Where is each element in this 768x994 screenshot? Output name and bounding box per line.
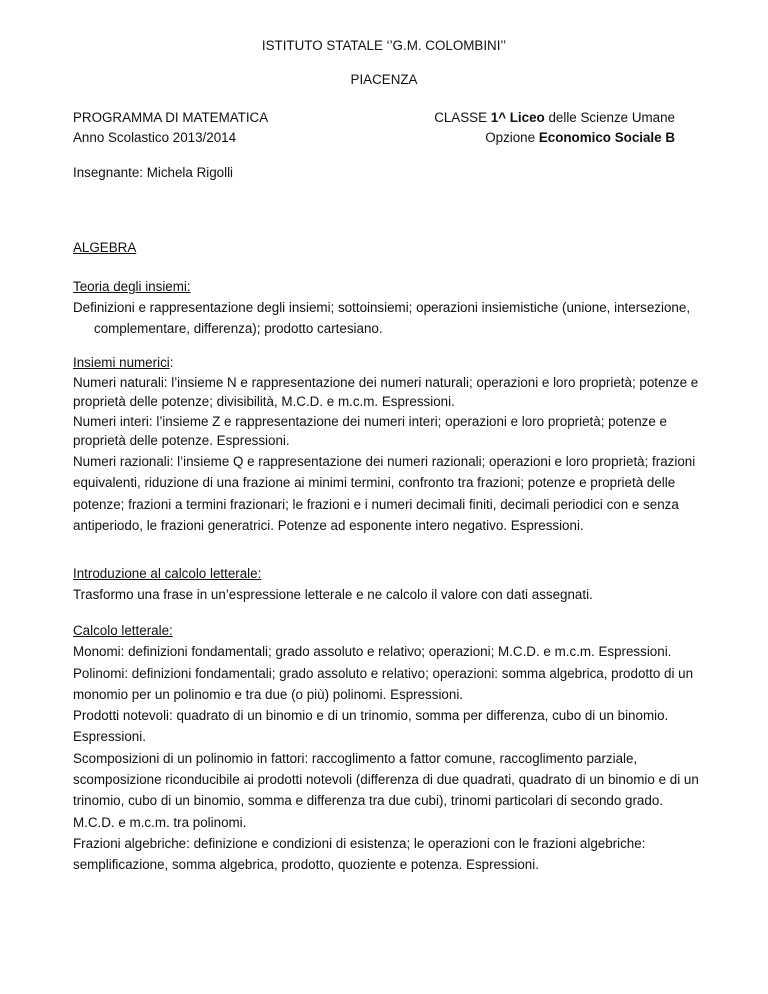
- program-title: PROGRAMMA DI MATEMATICA: [73, 110, 269, 125]
- text-prodotti: Prodotti notevoli: quadrato di un binomio e di un trinomio, somma per differenza, cubo di un binomio. Espressioni.: [73, 708, 669, 745]
- text-polinomi: Polinomi: definizioni fondamentali; grado assoluto e relativo; operazioni: somma algebrica, prodotto di un monomio per un polinomio e tra due (o più) polinomi. Espressioni.: [73, 665, 694, 702]
- teacher: Insegnante: Michela Rigolli: [73, 165, 234, 180]
- section-calcolo: [73, 620, 723, 876]
- option-info: [485, 130, 675, 145]
- text-mcd: M.C.D. e m.c.m. tra polinomi.: [73, 814, 247, 830]
- heading-numerici-colon: :: [169, 355, 174, 370]
- school-year: Anno Scolastico 2013/2014: [73, 130, 237, 145]
- heading-calcolo: Calcolo letterale:: [73, 623, 173, 638]
- text-interi: Numeri interi: l’insieme Z e rappresentazione dei numeri interi; operazioni e loro proprietà; potenze e proprietà delle potenze. Espressioni.: [73, 413, 667, 448]
- class-info: [434, 110, 675, 125]
- text-naturali: Numeri naturali: l’insieme N e rappresentazione dei numeri naturali; operazioni e loro proprietà; potenze e proprietà delle potenze; divisibilità, M.C.D. e m.c.m. Espressioni.: [73, 374, 699, 409]
- class-bold: 1^ Liceo: [490, 110, 545, 125]
- section-insiemi: [73, 276, 723, 339]
- class-suffix: delle Scienze Umane: [544, 110, 675, 125]
- text-monomi: Monomi: definizioni fondamentali; grado assoluto e relativo; operazioni; M.C.D. e m.c.m. Espressioni.: [73, 644, 672, 660]
- section-title-algebra: ALGEBRA: [73, 240, 137, 255]
- heading-numerici-wrap: [73, 353, 723, 373]
- option-prefix: Opzione: [485, 130, 539, 145]
- class-prefix: CLASSE: [434, 110, 491, 125]
- section-numerici: [73, 353, 723, 537]
- heading-insiemi: Teoria degli insiemi:: [73, 279, 191, 294]
- text-introduzione: Trasformo una frase in un’espressione letterale e ne calcolo il valore con dati assegnati.: [73, 587, 593, 602]
- city: PIACENZA: [350, 72, 418, 87]
- text-insiemi: Definizioni e rappresentazione degli insiemi; sottoinsiemi; operazioni insiemistiche (unione, intersezione, complementare, differenza); prodotto cartesiano.: [73, 300, 691, 336]
- text-scomposizioni: Scomposizioni di un polinomio in fattori: raccoglimento a fattor comune, raccoglimento parziale, scomposizione riconducibile ai prodotti notevoli (differenza di due quadrati, quadrato di un binomio e di un trinomio, cubo di un binomio, somma e differenza tra due cubi), trinomi particolari di secondo grado.: [73, 750, 699, 809]
- school-name: ISTITUTO STATALE ‘’G.M. COLOMBINI’’: [261, 38, 507, 53]
- text-frazioni: Frazioni algebriche: definizione e condizioni di esistenza; le operazioni con le frazioni algebriche: semplificazione, somma algebrica, prodotto, quoziente e potenza. Espressioni.: [73, 835, 646, 873]
- heading-introduzione: Introduzione al calcolo letterale:: [73, 566, 262, 581]
- option-bold: Economico Sociale B: [538, 130, 675, 145]
- heading-numerici: Insiemi numerici: [73, 355, 170, 370]
- section-introduzione: [73, 563, 723, 605]
- text-razionali: Numeri razionali: l’insieme Q e rappresentazione dei numeri razionali; operazioni e loro proprietà; frazioni equivalenti, riduzione di una frazione ai minimi termini, confronto tra frazioni; potenze e proprietà delle potenze; frazioni a termini frazionari; le frazioni e i numeri decimali finiti, decimali periodici con e senza antiperiodo, le frazioni generatrici. Potenze ad esponente intero negativo. Espressioni.: [73, 453, 696, 533]
